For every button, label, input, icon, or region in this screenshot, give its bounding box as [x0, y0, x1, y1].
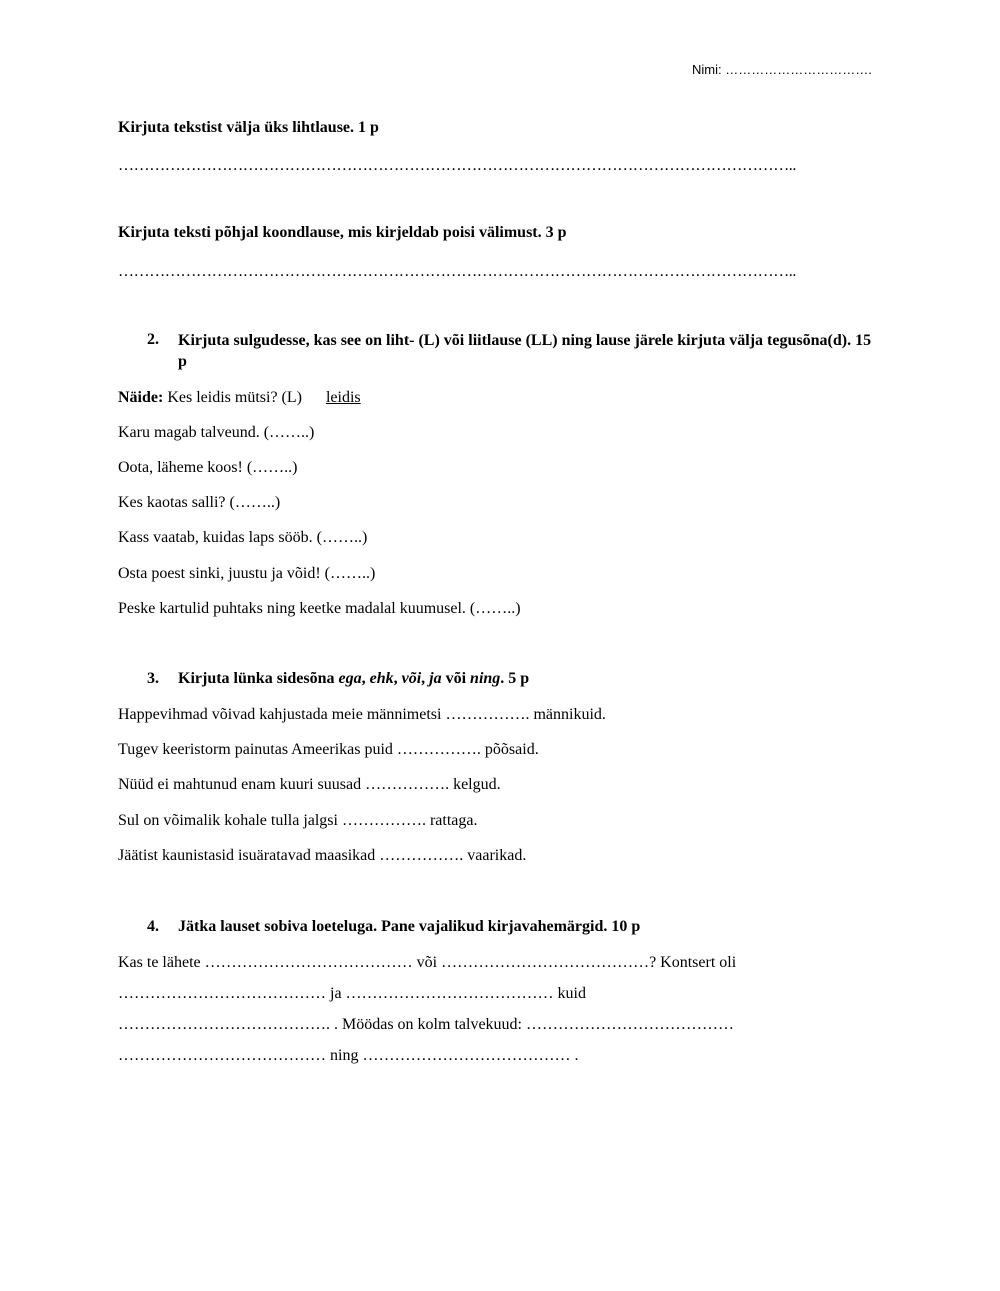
task-4-line[interactable]: …………………………………. . Möödas on kolm talvekuud: …………………………………	[118, 1016, 734, 1033]
task-2-number: 2.	[147, 331, 159, 348]
task-4-line[interactable]: ………………………………… ja ………………………………… kuid	[118, 985, 586, 1002]
task-3-sentence[interactable]: Nüüd ei mahtunud enam kuuri suusad ……………. kelgud.	[118, 776, 501, 793]
task-3-heading: Kirjuta lünka sidesõna ega, ehk, või, ja või ning. 5 p	[178, 670, 530, 687]
task-b-answer-line[interactable]: …………………………………………………………………………………………………………………..	[118, 263, 797, 280]
task-2-sentence[interactable]: Kass vaatab, kuidas laps sööb. (……..)	[118, 529, 368, 546]
task-2-sentence[interactable]: Karu magab talveund. (……..)	[118, 424, 315, 441]
task-3-sentence[interactable]: Tugev keeristorm painutas Ameerikas puid ……………. põõsaid.	[118, 741, 539, 758]
task-b-heading: Kirjuta teksti põhjal koondlause, mis kirjeldab poisi välimust. 3 p	[118, 224, 567, 241]
task-2-example	[118, 388, 361, 408]
task-4-heading: Jätka lauset sobiva loeteluga. Pane vajalikud kirjavahemärgid. 10 p	[178, 918, 641, 935]
task-2-sentence[interactable]: Oota, läheme koos! (……..)	[118, 459, 298, 476]
name-field[interactable]: Nimi: …………………………….	[692, 62, 872, 77]
task-2-heading: Kirjuta sulgudesse, kas see on liht- (L) või liitlause (LL) ning lause järele kirjuta välja tegusõna(d). 15 p	[178, 332, 872, 370]
task-a-answer-line[interactable]: …………………………………………………………………………………………………………………..	[118, 157, 797, 174]
task-4-line[interactable]: ………………………………… ning ………………………………… .	[118, 1047, 579, 1064]
task-3-sentence[interactable]: Happevihmad võivad kahjustada meie männimetsi ……………. männikuid.	[118, 706, 606, 723]
task-3-number: 3.	[147, 670, 159, 687]
example-sentence: Kes leidis mütsi? (L)	[167, 389, 302, 406]
task-4-number: 4.	[147, 918, 159, 935]
task-3-sentence[interactable]: Jäätist kaunistasid isuäratavad maasikad ……………. vaarikad.	[118, 847, 527, 864]
task-3-sentence[interactable]: Sul on võimalik kohale tulla jalgsi ……………. rattaga.	[118, 812, 478, 829]
task-4-line[interactable]: Kas te lähete ………………………………… või …………………………………? Kontsert oli	[118, 954, 737, 971]
task-2-sentence[interactable]: Peske kartulid puhtaks ning keetke madalal kuumusel. (……..)	[118, 600, 521, 617]
example-label: Näide:	[118, 389, 164, 406]
task-2-sentence[interactable]: Osta poest sinki, juustu ja võid! (……..)	[118, 565, 376, 582]
example-answer: leidis	[325, 389, 361, 406]
task-2-sentence[interactable]: Kes kaotas salli? (……..)	[118, 494, 281, 511]
task-a-heading: Kirjuta tekstist välja üks lihtlause. 1 p	[118, 119, 379, 136]
